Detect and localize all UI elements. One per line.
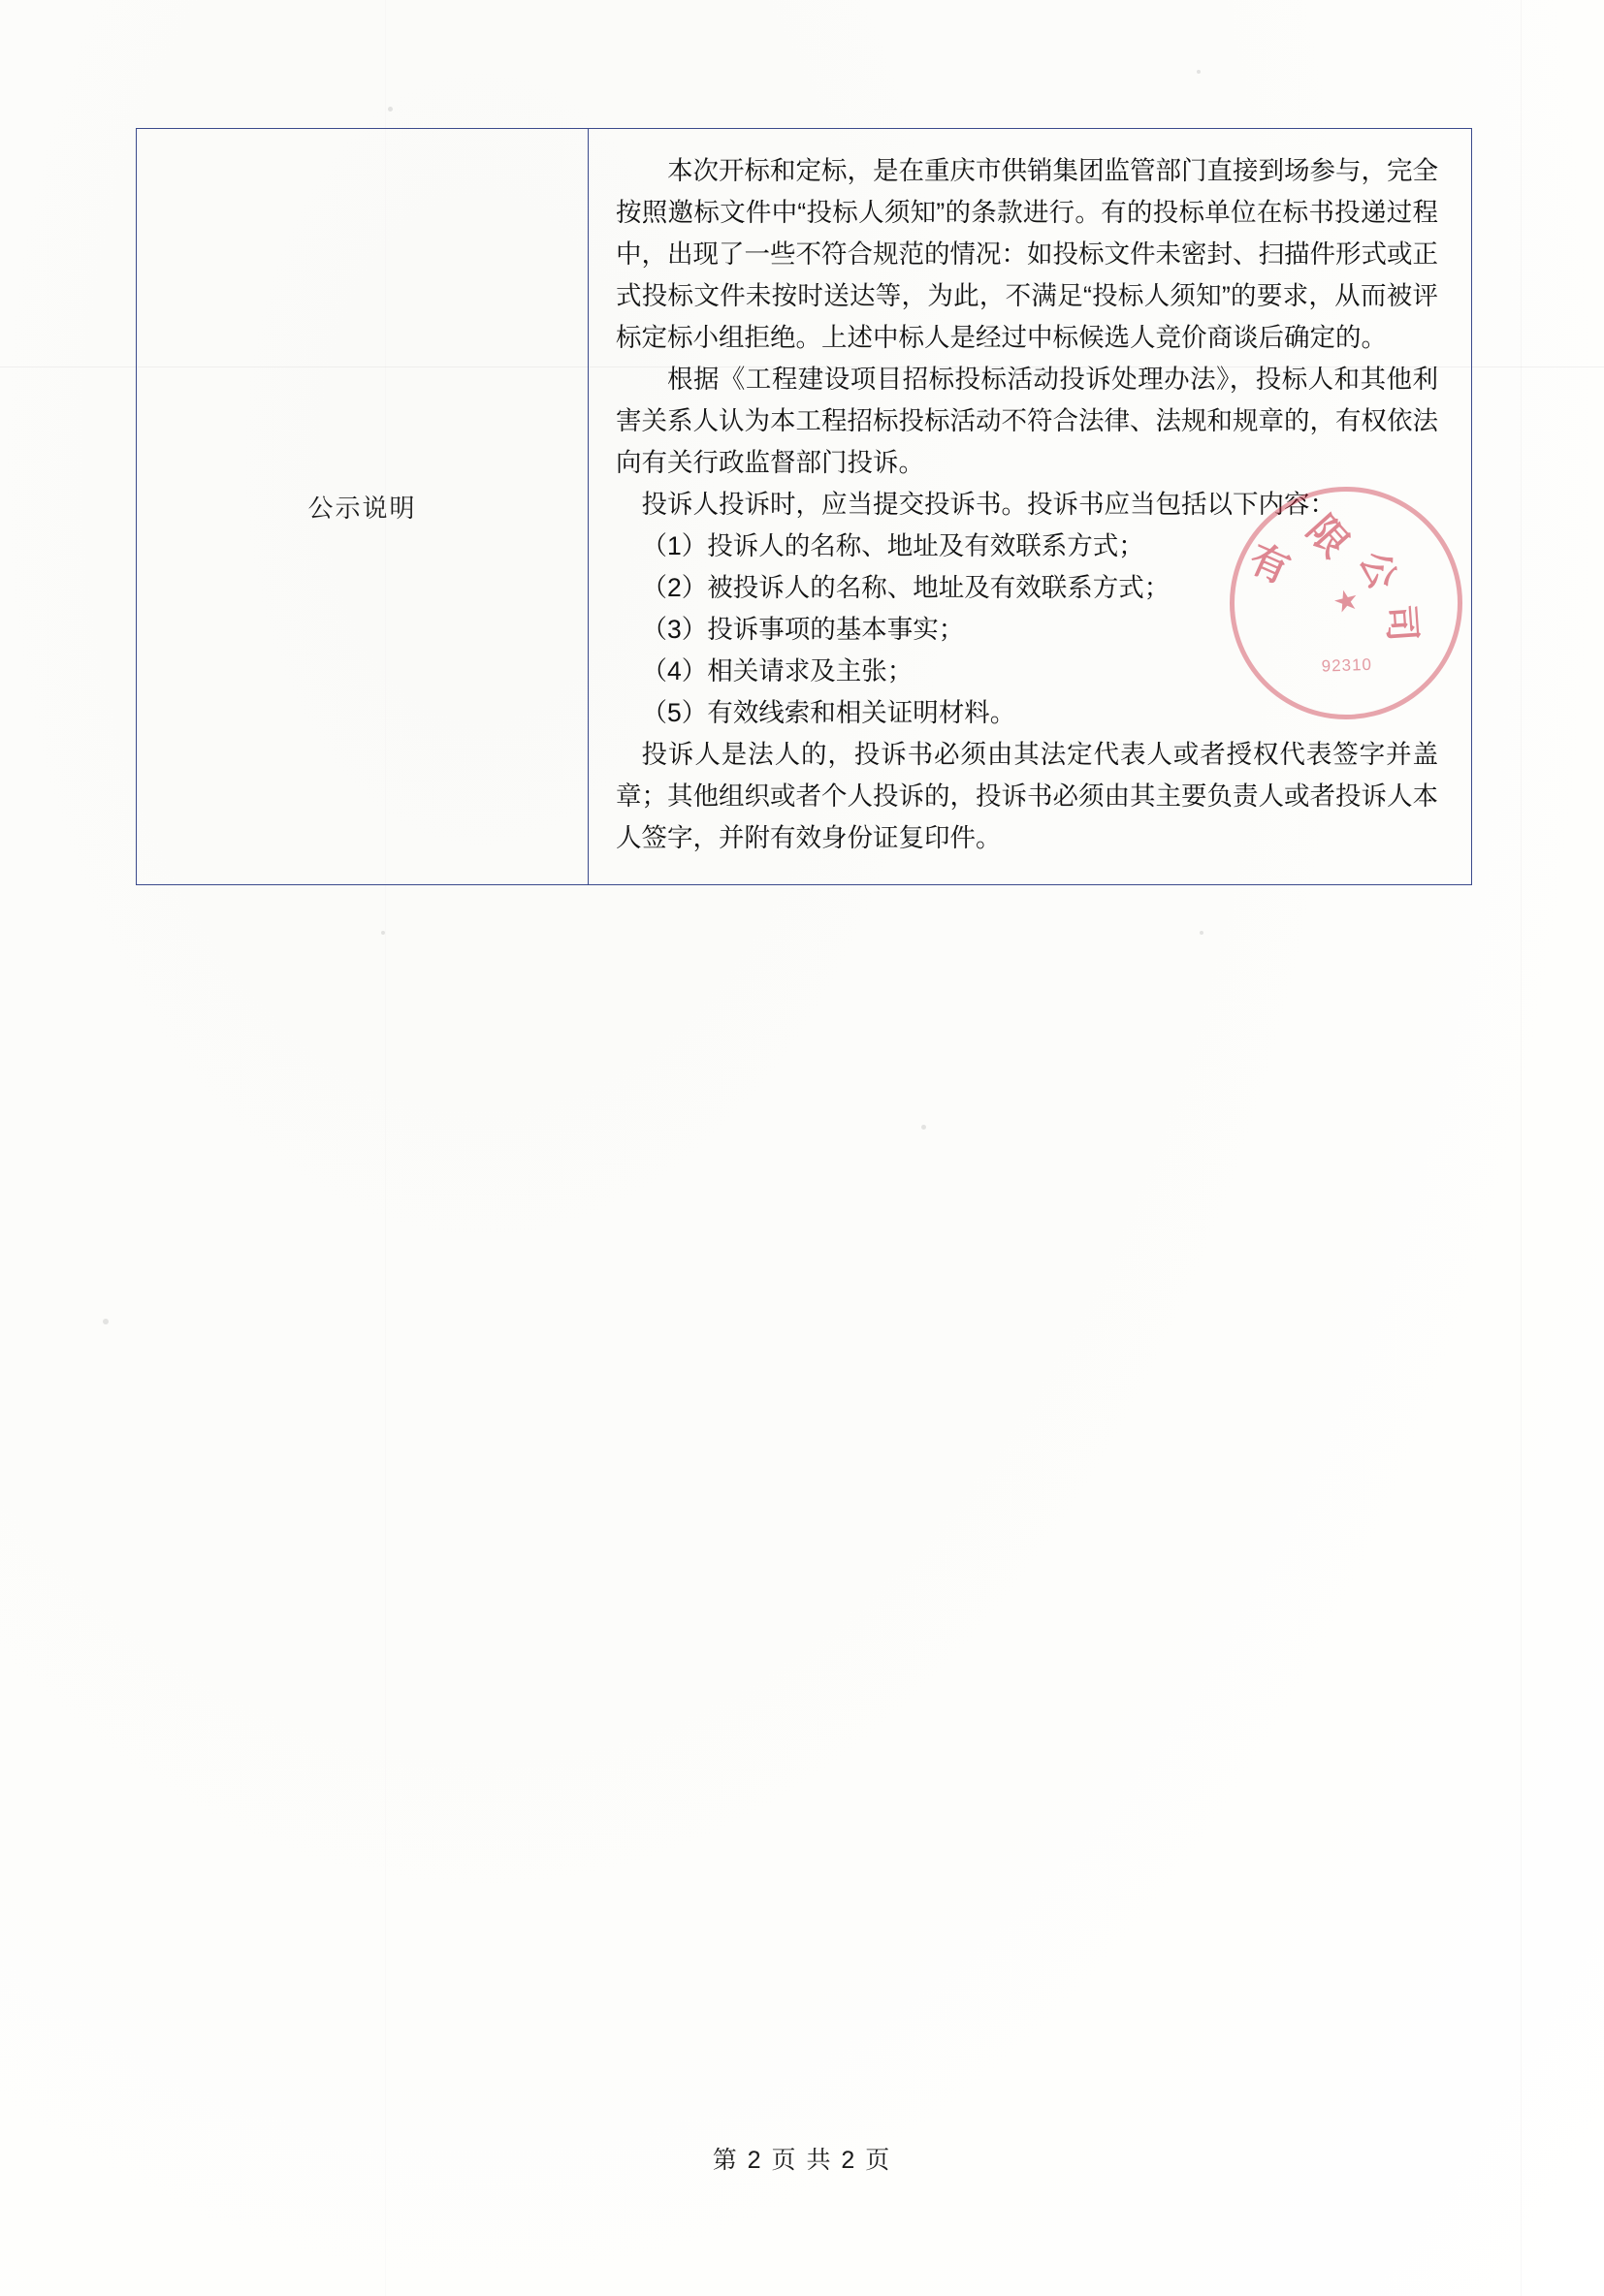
table-row-label: 公示说明 bbox=[137, 129, 589, 884]
table-row-content bbox=[589, 129, 1471, 884]
scan-speck bbox=[921, 1125, 926, 1130]
list-item: （3）投诉事项的基本事实； bbox=[641, 615, 965, 644]
seal-star-icon: ★ bbox=[1330, 583, 1363, 621]
list-item: （5）有效线索和相关证明材料。 bbox=[641, 698, 1016, 727]
paragraph-complaint-basis: 根据《工程建设项目招标投标活动投诉处理办法》，投标人和其他利害关系人认为本工程招标投标活动不符合法律、法规和规章的，有权依法向有关行政监督部门投诉。 bbox=[616, 365, 1438, 477]
paragraph-signature-requirements: 投诉人是法人的，投诉书必须由其法定代表人或者授权代表签字并盖章；其他组织或者个人投诉的，投诉书必须由其主要负责人或者投诉人本人签字，并附有效身份证复印件。 bbox=[616, 740, 1438, 852]
page-footer: 第 2 页 共 2 页 bbox=[712, 2147, 892, 2174]
seal-char-4: 司 bbox=[1378, 603, 1423, 644]
paragraph-opening-and-award: 本次开标和定标，是在重庆市供销集团监管部门直接到场参与，完全按照邀标文件中“投标人须知”的条款进行。有的投标单位在标书投递过程中，出现了一些不符合规范的情况：如投标文件未密封、扫描件形式或正式投标文件未按时送达等，为此，不满足“投标人须知”的要求，从而被评标定标小组拒绝。上述中标人是经过中标候选人竞价商谈后确定的。 bbox=[616, 156, 1438, 352]
seal-registration-number: 92310 bbox=[1321, 654, 1373, 676]
scan-speck bbox=[1200, 931, 1203, 935]
scan-speck bbox=[103, 1319, 109, 1324]
list-item: （4）相关请求及主张； bbox=[641, 656, 914, 686]
paragraph-complaint-intro: 投诉人投诉时，应当提交投诉书。投诉书应当包括以下内容： bbox=[641, 490, 1335, 519]
scan-speck bbox=[388, 107, 393, 112]
scan-speck bbox=[1197, 70, 1201, 74]
seal-char-2: 限 bbox=[1299, 508, 1357, 566]
list-item: （1）投诉人的名称、地址及有效联系方式； bbox=[641, 531, 1144, 560]
scan-speck bbox=[381, 931, 385, 935]
seal-char-1: 有 bbox=[1242, 536, 1297, 592]
public-notice-table bbox=[136, 128, 1472, 885]
seal-char-3: 公 bbox=[1351, 545, 1403, 595]
scan-artifact-line bbox=[1521, 0, 1522, 2296]
list-item: （2）被投诉人的名称、地址及有效联系方式； bbox=[641, 573, 1171, 602]
